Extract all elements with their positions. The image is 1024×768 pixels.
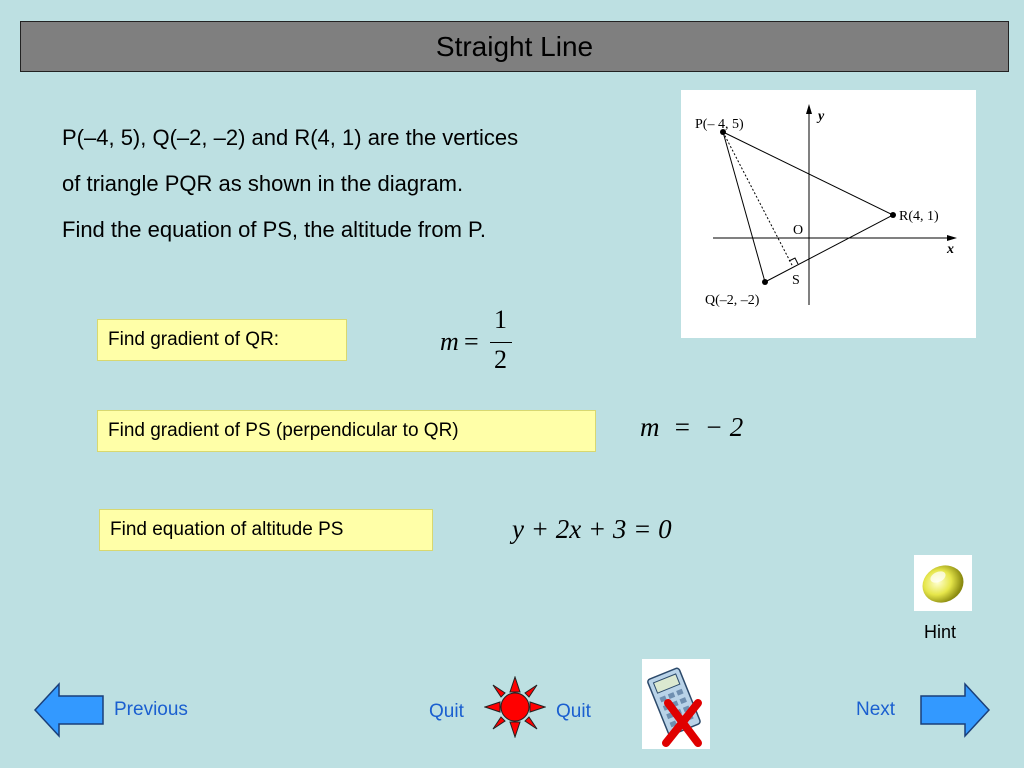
- calculator-crossed-out-icon: [642, 659, 710, 749]
- label-x: x: [947, 242, 954, 257]
- triangle-diagram-svg: [681, 90, 976, 338]
- label-y: y: [818, 109, 825, 124]
- label-o: O: [793, 223, 804, 238]
- problem-line-2: of triangle PQR as shown in the diagram.: [62, 171, 464, 196]
- step-gradient-qr: [97, 319, 347, 361]
- answer-gradient-qr-eq: =: [464, 327, 479, 356]
- hint-button[interactable]: [914, 555, 972, 611]
- label-r: R(4, 1): [899, 209, 939, 224]
- quit-link-right[interactable]: Quit: [556, 701, 591, 722]
- point-q: [762, 279, 768, 285]
- red-sun-icon[interactable]: [484, 676, 546, 738]
- step-gradient-qr-label: Find gradient of QR:: [108, 329, 280, 350]
- y-axis-arrowhead: [806, 104, 812, 114]
- label-p: P(– 4, 5): [695, 117, 744, 132]
- page-title: Straight Line: [20, 21, 1009, 72]
- fraction-bar: [490, 342, 512, 343]
- right-arrow-icon[interactable]: [919, 682, 991, 738]
- x-axis-arrowhead: [947, 235, 957, 241]
- answer-gradient-qr-var: m: [440, 327, 459, 356]
- side-qp: [723, 132, 765, 282]
- point-r: [890, 212, 896, 218]
- problem-line-3: Find the equation of PS, the altitude from P.: [62, 217, 486, 242]
- step-equation-ps: [99, 509, 433, 551]
- side-pr: [723, 132, 893, 215]
- altitude-ps: [723, 132, 793, 267]
- answer-gradient-qr-denominator: 2: [494, 345, 507, 374]
- quit-link-left[interactable]: Quit: [429, 701, 464, 722]
- label-s: S: [792, 273, 800, 288]
- label-q: Q(–2, –2): [705, 293, 760, 308]
- answer-gradient-qr-numerator: 1: [494, 305, 507, 334]
- answer-gradient-qr: [440, 305, 530, 380]
- step-gradient-ps: [97, 410, 596, 452]
- yellow-oval-button-icon: [918, 559, 968, 607]
- triangle-diagram: [681, 90, 976, 338]
- step-equation-ps-label: Find equation of altitude PS: [110, 519, 344, 540]
- problem-statement: [62, 115, 672, 253]
- side-rq: [765, 215, 893, 282]
- previous-link[interactable]: Previous: [114, 699, 188, 720]
- calculator-button[interactable]: [642, 659, 710, 749]
- problem-line-1: P(–4, 5), Q(–2, –2) and R(4, 1) are the vertices: [62, 125, 519, 150]
- left-arrow-icon[interactable]: [33, 682, 105, 738]
- step-gradient-ps-label: Find gradient of PS (perpendicular to QR): [108, 420, 459, 441]
- hint-label: Hint: [924, 622, 957, 642]
- next-link[interactable]: Next: [856, 699, 896, 720]
- answer-gradient-ps: m = − 2: [640, 412, 744, 442]
- answer-equation-ps: y + 2x + 3 = 0: [512, 514, 672, 544]
